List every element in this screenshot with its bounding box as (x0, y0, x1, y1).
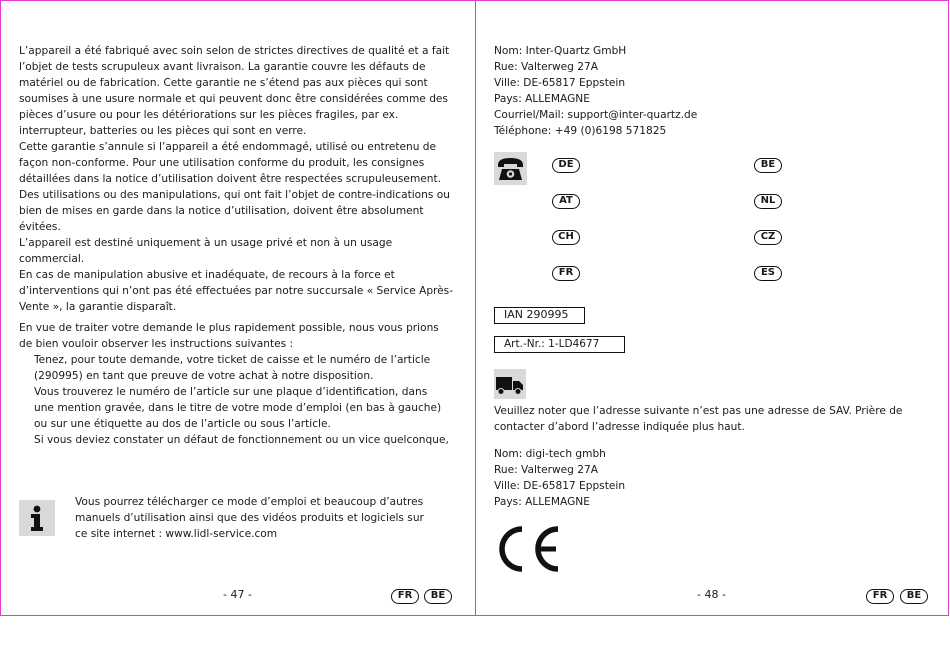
article-number-label: Art.-Nr.: 1-LD4677 (494, 336, 625, 353)
warranty-paragraph: Cette garantie s’annule si l’appareil a été endommagé, utilisé ou entretenu de façon non-conforme. Pour une utilisation conforme du produit, les consignes détaillées dans la notice d’utilisation doivent être respectées scrupuleusement. Des utilisations ou des manipulations, qui ont fait l’objet de contre-indications ou bien de mises en garde dans la notice d’utilisation, doivent être absolument évitées. (19, 141, 450, 233)
address-line: Rue: Valterweg 27A (494, 61, 598, 73)
country-badge-cz: CZ (754, 230, 782, 245)
warranty-paragraph: L’appareil est destiné uniquement à un usage privé et non à un usage commercial. (19, 237, 393, 265)
country-badge-fr: FR (552, 266, 580, 281)
telephone-icon (494, 152, 527, 185)
page-number-left: - 47 - (223, 588, 252, 601)
badge-be-right: BE (900, 589, 928, 604)
badge-be-left: BE (424, 589, 452, 604)
address-line: Nom: digi-tech gmbh (494, 448, 606, 460)
badge-fr-right: FR (866, 589, 894, 604)
ce-mark-icon (494, 524, 562, 574)
warranty-text (19, 43, 459, 315)
warranty-paragraph: En cas de manipulation abusive et inadéquate, de recours à la force et d’interventions qui n’ont pas été effectuées par notre succursale « Service Après-Vente », la garantie disparaît. (19, 269, 454, 313)
info-text: Vous pourrez télécharger ce mode d’emploi et beaucoup d’autres manuels d’utilisation ainsi que des vidéos produits et logiciels sur ce site internet : www.lidl-service.com (75, 496, 424, 540)
country-badge-be: BE (754, 158, 782, 173)
country-badge-de: DE (552, 158, 580, 173)
address-line: Rue: Valterweg 27A (494, 464, 598, 476)
company-address (494, 446, 894, 510)
claim-item: Si vous deviez constater un défaut de fonctionnement ou un vice quelconque, (34, 434, 449, 446)
country-badge-at: AT (552, 194, 580, 209)
claim-instructions (19, 320, 449, 448)
badge-fr-left: FR (391, 589, 419, 604)
ian-label: IAN 290995 (494, 307, 585, 324)
claim-item: Tenez, pour toute demande, votre ticket de caisse et le numéro de l’article (290995) en tant que preuve de votre achat à notre disposition. (34, 354, 431, 382)
page-number-right: - 48 - (697, 588, 726, 601)
service-address (494, 43, 894, 139)
address-line: Ville: DE-65817 Eppstein (494, 480, 626, 492)
country-badge-es: ES (754, 266, 782, 281)
country-badge-nl: NL (754, 194, 782, 209)
address-line: Ville: DE-65817 Eppstein (494, 77, 626, 89)
claim-intro: En vue de traiter votre demande le plus rapidement possible, nous vous prions de bien vouloir observer les instructions suivantes : (19, 322, 439, 350)
not-sav-notice: Veuillez noter que l’adresse suivante n’est pas une adresse de SAV. Prière de contacter d’abord l’adresse indiquée plus haut. (494, 405, 903, 433)
address-line: Nom: Inter-Quartz GmbH (494, 45, 627, 57)
warranty-paragraph: L’appareil a été fabriqué avec soin selon de strictes directives de qualité et a fait l’objet de tests scrupuleux avant livraison. La garantie couvre les défauts de matériel ou de fabrication. Cette garantie ne s’étend pas aux pièces qui sont soumises à une usure normale et qui peuvent donc être considérées comme des pièces d’usure ou pour les détériorations sur les pièces fragiles, par ex. interrupteur, batteries ou les pièces qui sont en verre. (19, 45, 450, 137)
info-icon (19, 500, 55, 536)
address-line: Téléphone: +49 (0)6198 571825 (494, 125, 667, 137)
address-line: Pays: ALLEMAGNE (494, 496, 590, 508)
address-line: Pays: ALLEMAGNE (494, 93, 590, 105)
country-badge-ch: CH (552, 230, 580, 245)
address-line: Courriel/Mail: support@inter-quartz.de (494, 109, 698, 121)
truck-icon (494, 369, 526, 399)
claim-item: Vous trouverez le numéro de l’article sur une plaque d’identification, dans une mention gravée, dans le titre de votre mode d’emploi (en bas à gauche) ou sur une étiquette au dos de l’article ou sous l’article. (34, 386, 442, 430)
